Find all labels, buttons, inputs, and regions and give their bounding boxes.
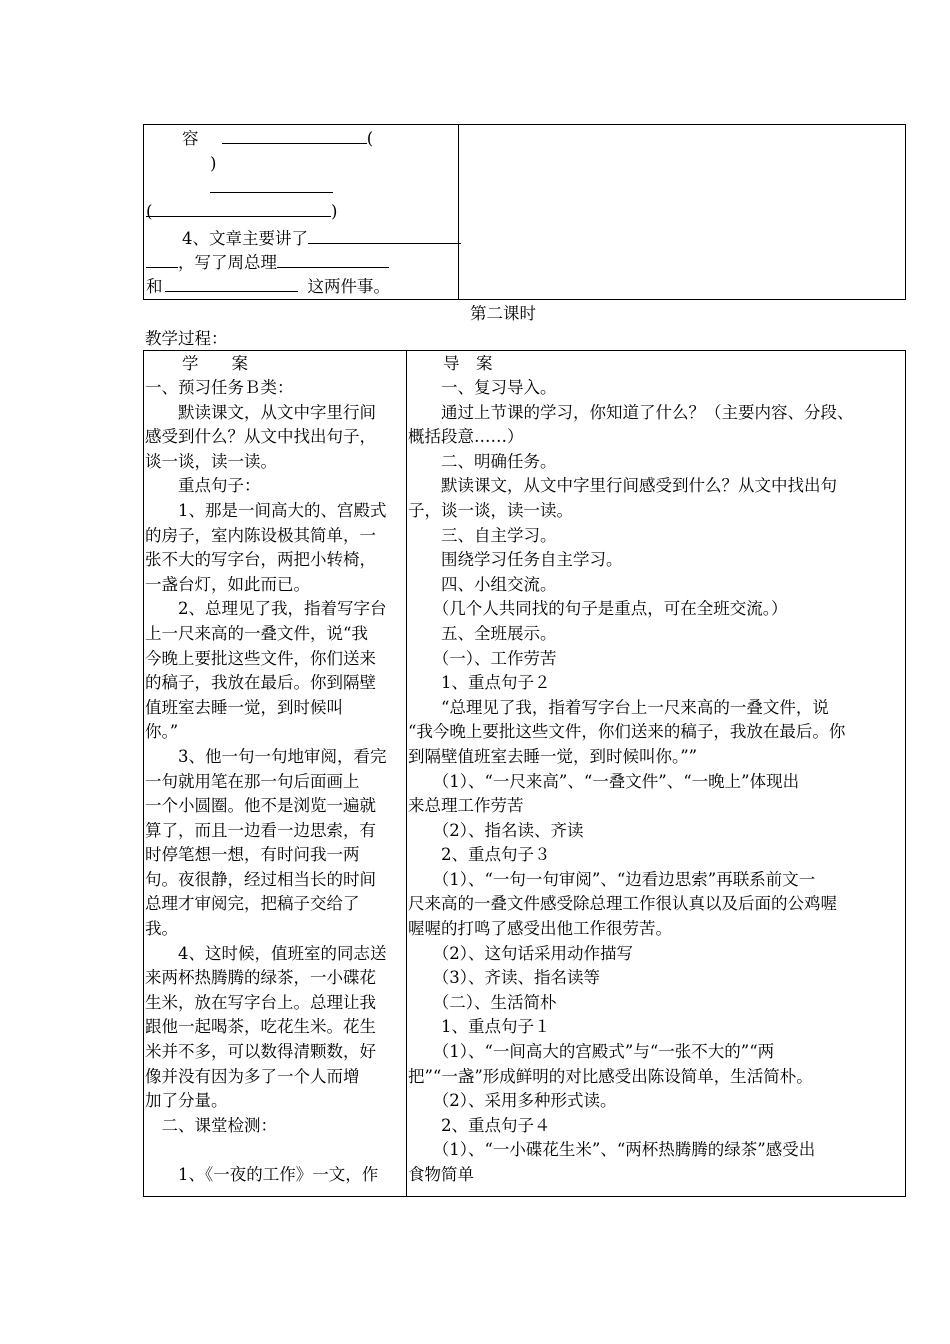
left-line: 的房子，室内陈设极其简单，一 bbox=[145, 525, 376, 545]
paren-open: ( bbox=[366, 129, 374, 148]
blank-line bbox=[277, 251, 389, 268]
left-line: 像并没有因为多了一个人而增 bbox=[145, 1066, 360, 1086]
right-line: 1、重点句子２ bbox=[408, 673, 551, 693]
blank-line bbox=[210, 176, 333, 193]
right-line: 三、自主学习。 bbox=[408, 525, 557, 545]
right-line: （一）、工作劳苦 bbox=[408, 648, 557, 668]
left-line: 张不大的写字台，两把小转椅， bbox=[145, 550, 376, 570]
right-line: 2、重点句子４ bbox=[408, 1115, 551, 1135]
top-cell-line bbox=[210, 152, 216, 176]
top-cell-line bbox=[182, 227, 461, 251]
right-line: 到隔壁值班室去睡一觉，到时候叫你。”” bbox=[408, 746, 698, 766]
right-line: “我今晚上要批这些文件，你们送来的稿子，我放在最后。你 bbox=[408, 722, 846, 742]
left-column-header: 学 案 bbox=[182, 354, 248, 373]
right-line: “总理见了我，指着写字台上一尺来高的一叠文件，说 bbox=[408, 697, 829, 717]
right-line: 2、重点句子３ bbox=[408, 845, 551, 865]
right-line: 来总理工作劳苦 bbox=[408, 796, 524, 816]
right-line: 五、全班展示。 bbox=[408, 623, 557, 643]
left-line: 1、那是一间高大的、宫殿式 bbox=[145, 500, 387, 520]
left-line: 我。 bbox=[145, 919, 178, 939]
right-line: 食物简单 bbox=[408, 1165, 474, 1184]
section-title: 第二课时 bbox=[470, 304, 536, 323]
left-line: 上一尺来高的一叠文件，说“我 bbox=[145, 623, 368, 643]
top-cell-line bbox=[146, 251, 389, 275]
blank-line bbox=[308, 227, 461, 244]
process-label: 教学过程： bbox=[145, 329, 228, 348]
left-line: 来两杯热腾腾的绿茶，一小碟花 bbox=[145, 968, 376, 988]
left-line: 1、《一夜的工作》一文，作 bbox=[145, 1165, 379, 1184]
left-line: 二、课堂检测： bbox=[145, 1115, 277, 1135]
right-line: 把”“一盏”形成鲜明的对比感受出陈设简单，生活简朴。 bbox=[408, 1066, 813, 1086]
right-line: 喔喔的打鸣了感受出他工作很劳苦。 bbox=[408, 919, 672, 939]
top-cell-line bbox=[146, 275, 390, 299]
right-line: （1）、“一句一句审阅”、“边看边思索”再联系前文一 bbox=[408, 869, 816, 889]
right-column-header: 导 案 bbox=[443, 354, 493, 373]
left-line: 时停笔想一想，有时问我一两 bbox=[145, 845, 360, 865]
paren-close: ) bbox=[331, 202, 338, 221]
right-line: 尺来高的一叠文件感受除总理工作很认真以及后面的公鸡喔 bbox=[408, 894, 837, 914]
left-line: 2、总理见了我，指着写字台 bbox=[145, 599, 387, 619]
left-line: 谈一谈，读一读。 bbox=[145, 451, 277, 471]
right-line: 一、复习导入。 bbox=[408, 378, 557, 397]
right-lines bbox=[408, 376, 905, 1188]
left-line: 米并不多，可以数得清颗数，好 bbox=[145, 1042, 376, 1062]
paren-close: ) bbox=[210, 154, 217, 173]
right-line: （1）、“一小碟花生米”、“两杯热腾腾的绿茶”感受出 bbox=[408, 1140, 816, 1160]
question-4: 4、文章主要讲了 bbox=[182, 229, 308, 248]
question-4-end: 这两件事。 bbox=[307, 277, 390, 296]
right-line: （几个人共同找的句子是重点，可在全班交流。） bbox=[408, 599, 788, 619]
right-line: （2）、采用多种形式读。 bbox=[408, 1091, 617, 1111]
right-line: 四、小组交流。 bbox=[408, 574, 557, 594]
paren-open: ( bbox=[146, 202, 153, 221]
left-line: 一盏台灯，如此而已。 bbox=[145, 574, 310, 594]
left-line: 感受到什么？从文中找出句子， bbox=[145, 427, 376, 447]
top-cell-line bbox=[146, 200, 337, 224]
right-line: 概括段意……） bbox=[408, 427, 524, 447]
left-line: 的稿子，我放在最后。你到隔壁 bbox=[145, 673, 376, 693]
blank-line bbox=[165, 275, 298, 292]
right-line: （1）、“一尺来高”、“一叠文件”、“一晚上”体现出 bbox=[408, 771, 800, 791]
left-line: 总理才审阅完，把稿子交给了 bbox=[145, 894, 360, 914]
left-line: 今晚上要批这些文件，你们送来 bbox=[145, 648, 376, 668]
left-line: 算了，而且一边看一边思索，有 bbox=[145, 820, 376, 840]
right-column bbox=[408, 376, 905, 1188]
fill-label: 容 bbox=[182, 129, 199, 148]
left-lines bbox=[145, 376, 407, 1188]
left-line: 重点句子： bbox=[145, 476, 261, 496]
right-line: （1）、“一间高大的宫殿式”与“一张不大的”“两 bbox=[408, 1042, 775, 1062]
right-line: （二）、生活简朴 bbox=[408, 992, 557, 1012]
left-line: 默读课文，从文中字里行间 bbox=[145, 402, 376, 422]
blank-line bbox=[146, 251, 178, 268]
top-cell-line bbox=[182, 127, 373, 151]
left-line: 一个小圆圈。他不是浏览一遍就 bbox=[145, 796, 376, 816]
right-line: （2）、这句话采用动作描写 bbox=[408, 943, 633, 963]
blank-line bbox=[146, 200, 331, 221]
right-line: 1、重点句子１ bbox=[408, 1017, 551, 1037]
left-column bbox=[145, 376, 407, 1188]
blank-line bbox=[222, 127, 367, 144]
right-line: （3）、齐读、指名读等 bbox=[408, 968, 600, 988]
left-line: 一、预习任务Ｂ类： bbox=[145, 378, 294, 397]
left-line: 加了分量。 bbox=[145, 1091, 228, 1111]
left-line: 你。” bbox=[145, 722, 179, 742]
top-cell-line bbox=[210, 176, 333, 200]
right-line: 围绕学习任务自主学习。 bbox=[408, 550, 623, 570]
left-line bbox=[145, 1138, 407, 1163]
top-table-divider bbox=[458, 124, 459, 300]
left-line: 4、这时候，值班室的同志送 bbox=[145, 943, 387, 963]
left-line: 一句就用笔在那一句后面画上 bbox=[145, 771, 360, 791]
right-line: 二、明确任务。 bbox=[408, 451, 557, 471]
left-line: 句。夜很静，经过相当长的时间 bbox=[145, 869, 376, 889]
right-line: 子，谈一谈，读一读。 bbox=[408, 500, 573, 520]
left-line: 值班室去睡一觉，到时候叫 bbox=[145, 697, 343, 717]
question-4-cont: ，写了周总理 bbox=[178, 253, 277, 272]
right-line: 默读课文，从文中字里行间感受到什么？从文中找出句 bbox=[408, 476, 837, 496]
right-line: （2）、指名读、齐读 bbox=[408, 820, 584, 840]
left-line: 生米，放在写字台上。总理让我 bbox=[145, 992, 376, 1012]
question-4-and: 和 bbox=[146, 277, 163, 296]
right-line: 通过上节课的学习，你知道了什么？（主要内容、分段、 bbox=[408, 402, 854, 422]
left-line: 跟他一起喝茶，吃花生米。花生 bbox=[145, 1017, 376, 1037]
left-line: 3、他一句一句地审阅，看完 bbox=[145, 746, 387, 766]
